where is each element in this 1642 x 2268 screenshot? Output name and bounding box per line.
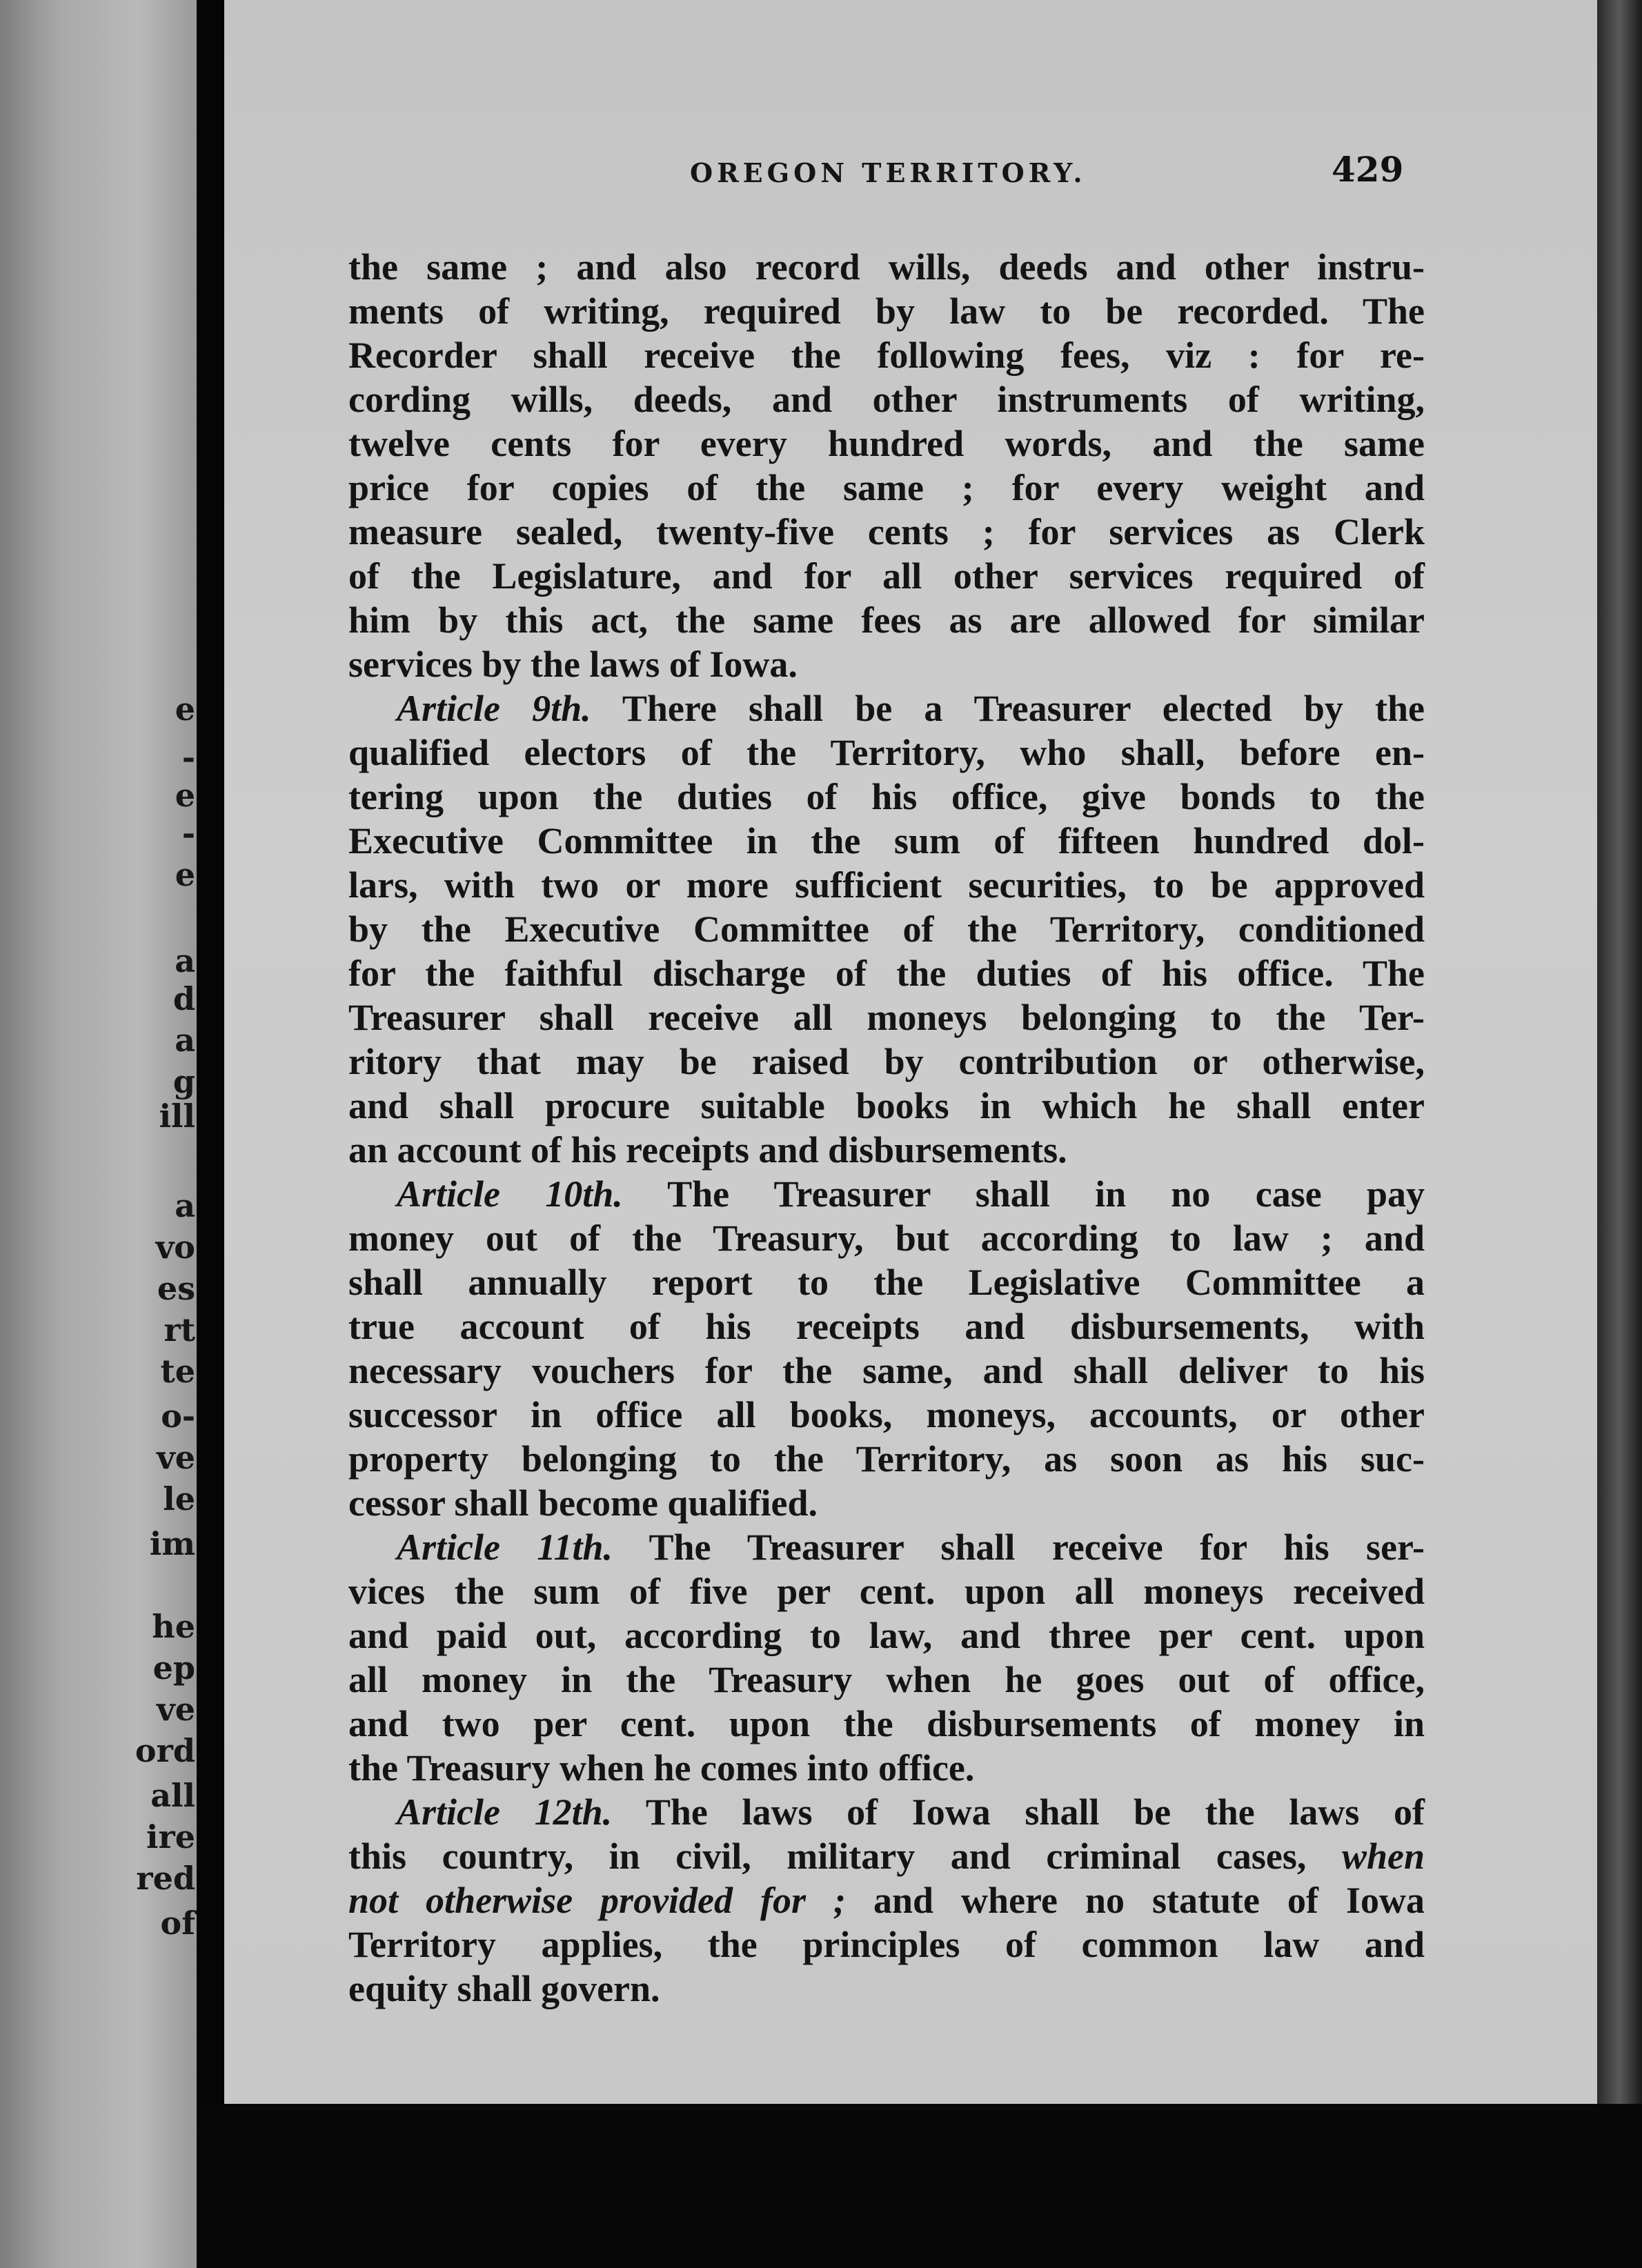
line-text: this country, in civil, military and criminal cases, <box>348 1836 1342 1877</box>
line-text: shall annually report to the Legislative Committee a <box>348 1262 1425 1303</box>
text-line <box>348 1922 1425 1967</box>
text-line <box>348 510 1425 554</box>
line-text: property belonging to the Territory, as soon as his suc- <box>348 1438 1425 1480</box>
left-page-fragment: ep <box>152 1649 195 1687</box>
text-line <box>348 1569 1425 1613</box>
text-line <box>348 554 1425 598</box>
text-line <box>348 1702 1425 1746</box>
line-text: price for copies of the same ; for every weight and <box>348 467 1425 508</box>
article-heading: Article 10th. <box>397 1173 623 1215</box>
line-text: tering upon the duties of his office, give bonds to the <box>348 776 1425 817</box>
text-line <box>348 377 1425 421</box>
text-line <box>348 686 1425 730</box>
line-text: ments of writing, required by law to be recorded. The <box>348 290 1425 332</box>
text-line <box>348 1172 1425 1216</box>
line-text: an account of his receipts and disbursements. <box>348 1129 1067 1171</box>
page-number: 429 <box>1332 149 1404 190</box>
text-line <box>348 1746 1425 1790</box>
left-page-fragment: red <box>136 1860 195 1897</box>
text-line <box>348 642 1425 686</box>
text-line <box>348 1437 1425 1481</box>
text-line <box>348 1658 1425 1702</box>
left-page-fragment: - <box>181 739 195 776</box>
line-text: for the faithful discharge of the duties of his office. The <box>348 953 1425 994</box>
text-line <box>348 1613 1425 1658</box>
right-page-edge <box>1597 0 1642 2268</box>
running-head: OREGON TERRITORY. <box>690 157 1087 188</box>
left-page-fragment: e <box>175 690 195 728</box>
line-text: The Treasurer shall in no case pay <box>622 1173 1425 1215</box>
left-page-fragment: d <box>172 980 195 1017</box>
text-line <box>348 1790 1425 1834</box>
text-line <box>348 1040 1425 1084</box>
line-text: Treasurer shall receive all moneys belonging to the Ter- <box>348 997 1425 1038</box>
text-line <box>348 421 1425 466</box>
text-line <box>348 819 1425 863</box>
line-text: cessor shall become qualified. <box>348 1482 818 1524</box>
left-page-fragment: all <box>150 1777 195 1814</box>
article-heading: Article 12th. <box>397 1791 613 1833</box>
text-line <box>348 730 1425 775</box>
left-page-fragment: es <box>157 1270 195 1307</box>
left-page-fragment: e <box>175 777 195 814</box>
left-page-fragment: - <box>181 815 195 852</box>
italic-phrase: not otherwise provided for ; <box>348 1880 846 1921</box>
line-text: money out of the Treasury, but according to law ; and <box>348 1217 1425 1259</box>
left-page-fragment: ord <box>135 1732 195 1769</box>
text-line <box>348 598 1425 642</box>
article-heading: Article 11th. <box>397 1526 613 1568</box>
italic-phrase: when <box>1341 1836 1425 1877</box>
line-text: services by the laws of Iowa. <box>348 644 798 685</box>
left-page-fragment: o- <box>161 1397 195 1435</box>
left-page-fragment: a <box>175 1022 195 1059</box>
text-line <box>348 1967 1425 2011</box>
text-line <box>348 1878 1425 1922</box>
line-text: and two per cent. upon the disbursements of money in <box>348 1703 1425 1744</box>
text-line <box>348 333 1425 377</box>
line-text: by the Executive Committee of the Territory, conditioned <box>348 908 1425 950</box>
line-text: measure sealed, twenty-five cents ; for services as Clerk <box>348 511 1425 553</box>
left-page-fragment: ve <box>157 1691 195 1728</box>
left-page-fragment: ill <box>159 1097 195 1135</box>
left-page-fragment: vo <box>155 1228 195 1266</box>
line-text: of the Legislature, and for all other services required of <box>348 555 1425 597</box>
text-line <box>348 1128 1425 1172</box>
bottom-scan-border <box>197 2104 1642 2268</box>
binding-gutter <box>197 0 224 2268</box>
text-line <box>348 289 1425 333</box>
line-text: The laws of Iowa shall be the laws of <box>612 1791 1425 1833</box>
text-line <box>348 1260 1425 1304</box>
text-line <box>348 1084 1425 1128</box>
text-line <box>348 907 1425 951</box>
text-line <box>348 466 1425 510</box>
line-text: him by this act, the same fees as are allowed for similar <box>348 599 1425 641</box>
line-text: successor in office all books, moneys, accounts, or other <box>348 1394 1425 1435</box>
left-page-fragments <box>0 0 197 2268</box>
line-text: ritory that may be raised by contribution or otherwise, <box>348 1041 1425 1082</box>
line-text: equity shall govern. <box>348 1968 660 2009</box>
left-page-fragment: rt <box>164 1311 195 1349</box>
left-page-fragment: le <box>163 1480 195 1518</box>
line-text: the Treasury when he comes into office. <box>348 1747 975 1789</box>
left-page-fragment: im <box>149 1525 195 1562</box>
left-page-fragment: a <box>175 1187 195 1224</box>
left-page-fragment: ve <box>157 1439 195 1476</box>
text-line <box>348 1304 1425 1349</box>
line-text: true account of his receipts and disbursements, with <box>348 1306 1425 1347</box>
line-text: twelve cents for every hundred words, and the same <box>348 423 1425 464</box>
line-text: necessary vouchers for the same, and shall deliver to his <box>348 1350 1425 1391</box>
article-heading: Article 9th. <box>397 688 591 729</box>
line-text: qualified electors of the Territory, who shall, before en- <box>348 732 1425 773</box>
left-page-fragment: g <box>172 1063 195 1100</box>
left-page-fragment: te <box>160 1353 195 1390</box>
left-page-fragment: ire <box>146 1818 195 1856</box>
line-text: The Treasurer shall receive for his ser- <box>612 1526 1425 1568</box>
line-text: Recorder shall receive the following fees, viz : for re- <box>348 335 1425 376</box>
text-line <box>348 1349 1425 1393</box>
line-text: the same ; and also record wills, deeds and other instru- <box>348 246 1425 288</box>
text-line <box>348 775 1425 819</box>
body-text <box>348 245 1425 2011</box>
line-text: vices the sum of five per cent. upon all moneys received <box>348 1571 1425 1612</box>
line-text: and shall procure suitable books in which he shall enter <box>348 1085 1425 1126</box>
left-page-fragment: he <box>152 1608 195 1645</box>
line-text: all money in the Treasury when he goes out of office, <box>348 1659 1425 1700</box>
text-line <box>348 863 1425 907</box>
text-line <box>348 1834 1425 1878</box>
line-text: There shall be a Treasurer elected by the <box>591 688 1425 729</box>
line-text: and paid out, according to law, and three per cent. upon <box>348 1615 1425 1656</box>
text-line <box>348 951 1425 995</box>
line-text: and where no statute of Iowa <box>845 1880 1425 1921</box>
line-text: cording wills, deeds, and other instruments of writing, <box>348 379 1425 420</box>
line-text: Executive Committee in the sum of fifteen hundred dol- <box>348 820 1425 862</box>
line-text: lars, with two or more sufficient securities, to be approved <box>348 864 1425 906</box>
text-line <box>348 1393 1425 1437</box>
line-text: Territory applies, the principles of common law and <box>348 1924 1425 1965</box>
text-line <box>348 1216 1425 1260</box>
adjacent-left-page <box>0 0 197 2268</box>
text-line <box>348 245 1425 289</box>
text-line <box>348 1525 1425 1569</box>
text-line <box>348 1481 1425 1525</box>
left-page-fragment: of <box>160 1904 195 1942</box>
left-page-fragment: a <box>175 942 195 979</box>
text-line <box>348 995 1425 1040</box>
left-page-fragment: e <box>175 856 195 893</box>
